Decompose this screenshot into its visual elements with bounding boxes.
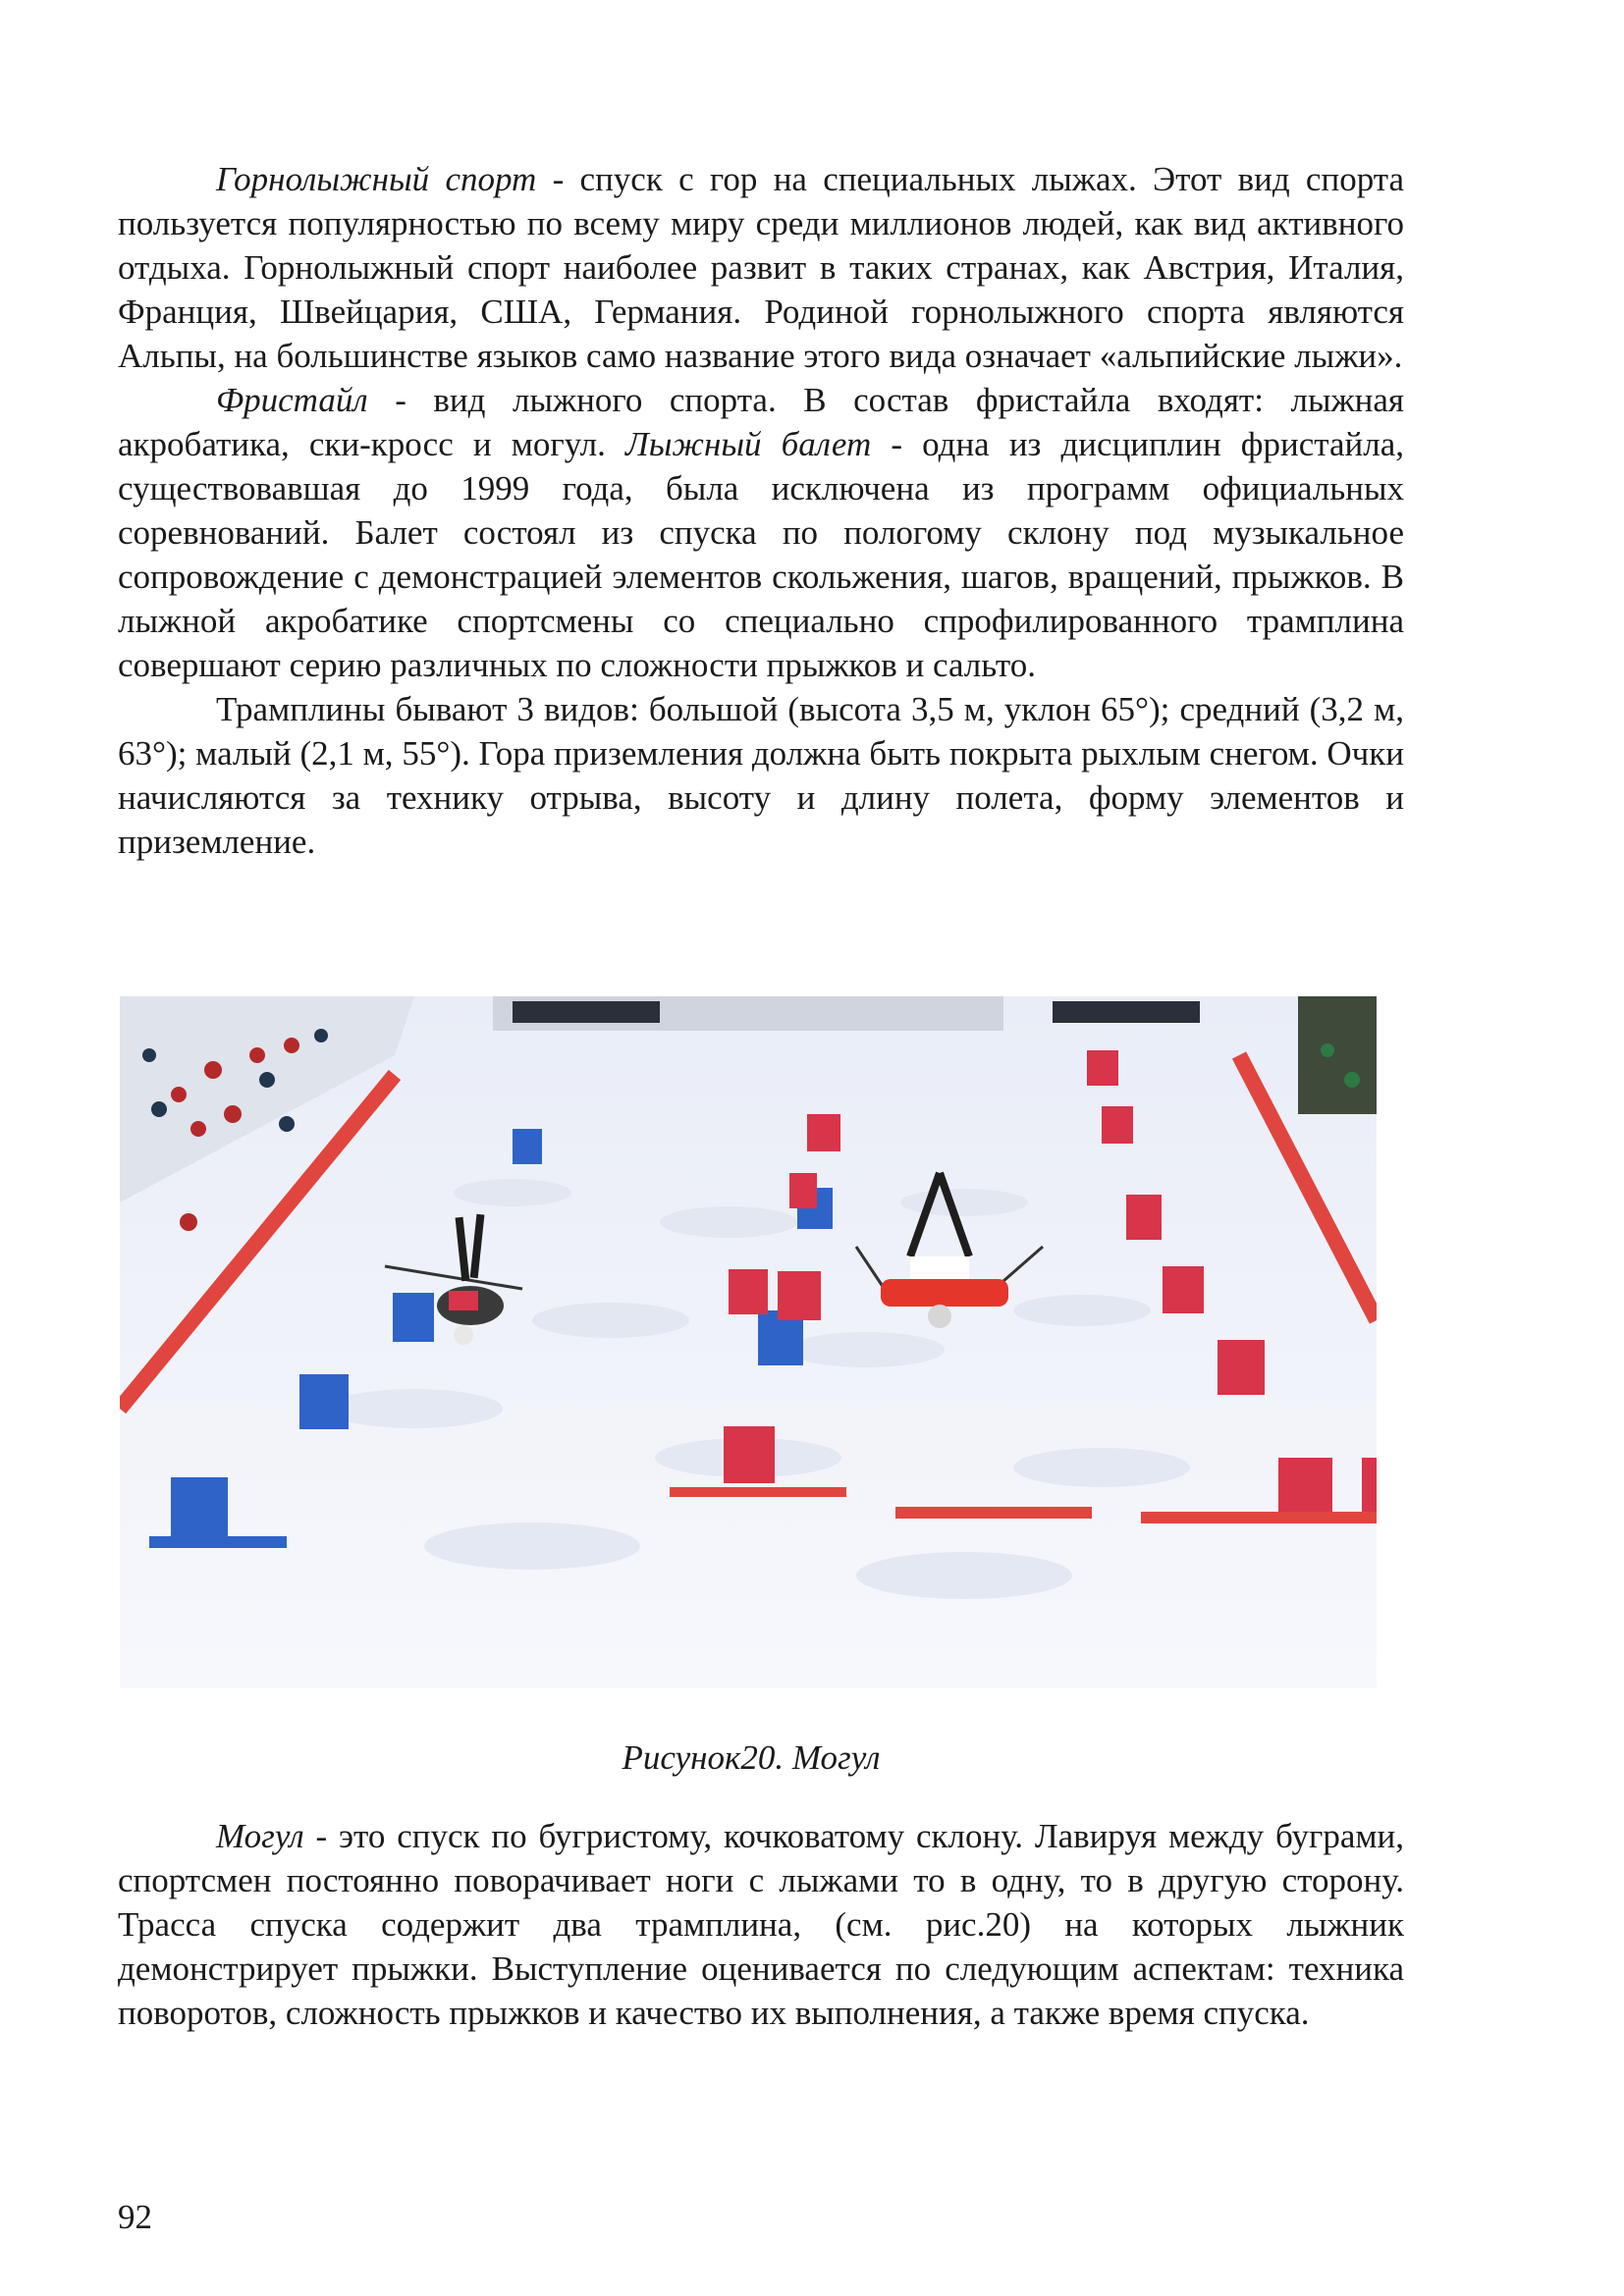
text-block-bottom — [118, 1814, 1404, 2035]
trees-right — [1298, 996, 1377, 1114]
page-number: 92 — [118, 2198, 152, 2236]
term-mogul: Могул — [216, 1817, 304, 1855]
paragraph-ramps — [118, 687, 1404, 864]
banner-left — [513, 1001, 660, 1023]
paragraph-alpine-skiing — [118, 157, 1404, 378]
text-block-top — [118, 157, 1404, 864]
paragraph-text: - одна из дисциплин фристайла, существовавшая до 1999 года, была исключена из программ официальных соревнований. Балет состоял из спуска по пологому склону под музыкальное сопровождение с демонстрацией элементов скольжения, шагов, вращений, прыжков. В лыжной акробатике спортсмены со специально спрофилированного трамплина совершают серию различных по сложности прыжков и сальто. — [118, 425, 1404, 684]
paragraph-text: - это спуск по бугристому, кочковатому склону. Лавируя между буграми, спортсмен постоянно поворачивает ноги с лыжами то в одну, то в другую сторону. Трасса спуска содержит два трамплина, (см. рис.20) на которых лыжник демонстрирует прыжки. Выступление оценивается по следующим аспектам: техника поворотов, сложность прыжков и качество их выполнения, а также время спуска. — [118, 1817, 1404, 2032]
term-freestyle: Фристайл — [216, 381, 368, 419]
banner-right — [1053, 1001, 1200, 1023]
paragraph-text: - спуск с гор на специальных лыжах. Этот вид спорта пользуется популярностью по всему миру среди миллионов людей, как вид активного отдыха. Горнолыжный спорт наиболее развит в таких странах, как Австрия, Италия, Франция, Швейцария, США, Германия. Родиной горнолыжного спорта являются Альпы, на большинстве языков само название этого вида означает «альпийские лыжи». — [118, 160, 1404, 375]
paragraph-text: - вид лыжного спорта. В состав фристайла входят: лыжная акробатика, ски-кросс и могул. — [118, 381, 1404, 463]
term-ski-ballet: Лыжный балет — [625, 425, 872, 463]
paragraph-mogul — [118, 1814, 1404, 2035]
term-alpine-skiing: Горнолыжный спорт — [216, 160, 537, 198]
figure-caption: Рисунок20. Могул — [622, 1738, 881, 1777]
figure-mogul-photo — [120, 996, 1377, 1688]
mogul-illustration — [120, 996, 1377, 1688]
paragraph-freestyle — [118, 378, 1404, 687]
paragraph-text: Трамплины бывают 3 видов: большой (высота 3,5 м, уклон 65°); средний (3,2 м, 63°); малый (2,1 м, 55°). Гора приземления должна быть покрыта рыхлым снегом. Очки начисляются за технику отрыва, высоту и длину полета, форму элементов и приземление. — [118, 690, 1404, 861]
